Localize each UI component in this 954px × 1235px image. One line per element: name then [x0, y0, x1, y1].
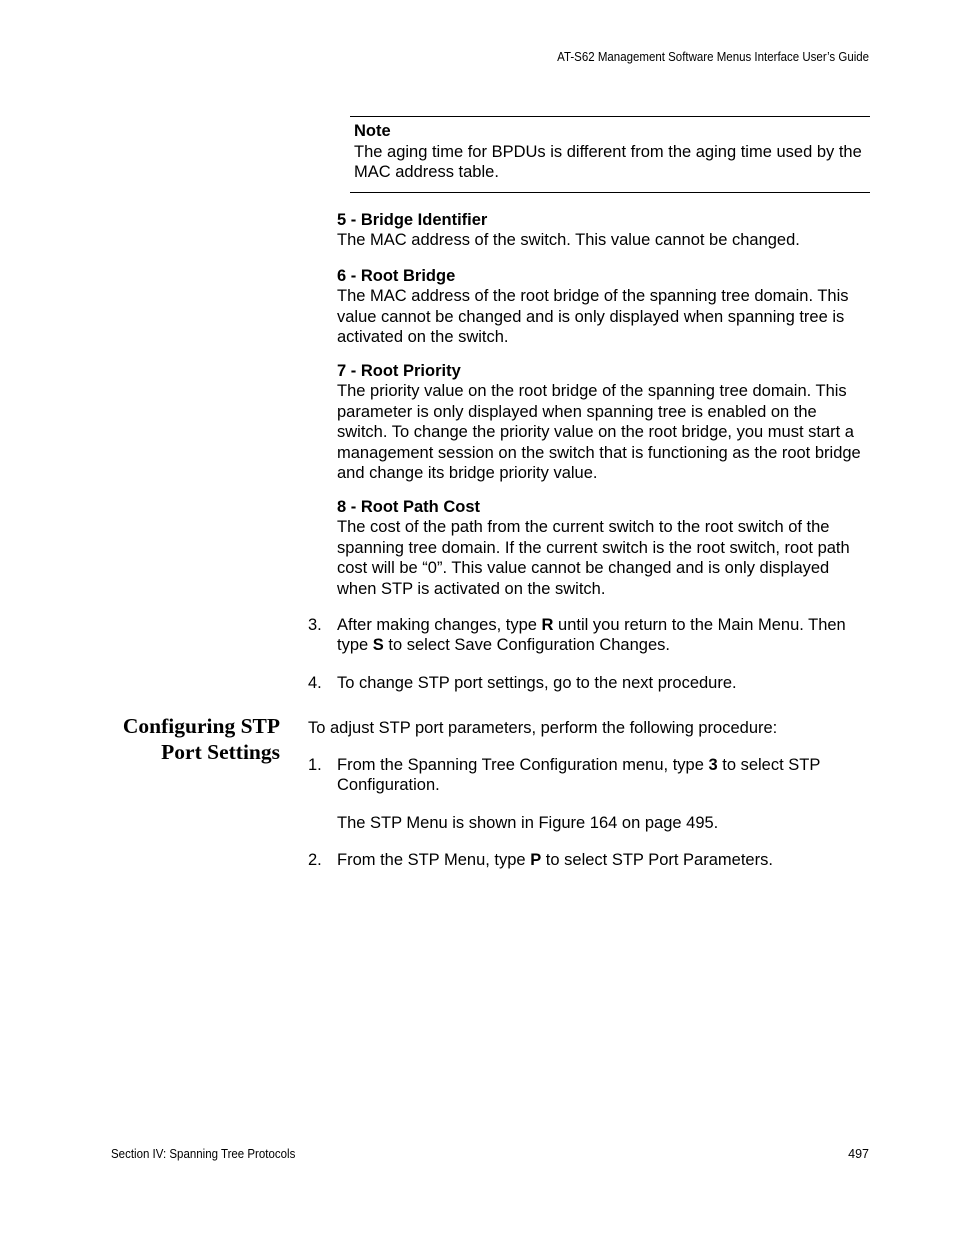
item-text: The MAC address of the switch. This value cannot be changed.: [337, 231, 800, 250]
running-header: AT-S62 Management Software Menus Interface User’s Guide: [557, 50, 869, 64]
item-title: 6 - Root Bridge: [337, 267, 456, 285]
step-number: 3.: [308, 616, 322, 634]
item-title: 8 - Root Path Cost: [337, 498, 480, 516]
step-2: [308, 850, 870, 870]
item-root-path-cost: [337, 497, 870, 599]
item-text: The MAC address of the root bridge of the spanning tree domain. This value cannot be changed and is only displayed when spanning tree is activated on the switch.: [337, 287, 849, 347]
step-number: 1.: [308, 756, 322, 774]
item-text: The priority value on the root bridge of the spanning tree domain. This parameter is only displayed when spanning tree is enabled on the switch. To change the priority value on the root bridge, you must start a management session on the switch that is functioning as the root bridge and change its bridge priority value.: [337, 382, 861, 483]
step-text: After making changes, type R until you return to the Main Menu. Then type S to select Save Configuration Changes.: [337, 616, 846, 655]
item-title: 5 - Bridge Identifier: [337, 211, 488, 229]
step-text: From the STP Menu, type P to select STP Port Parameters.: [337, 851, 773, 869]
item-text: The cost of the path from the current switch to the root switch of the spanning tree domain. If the current switch is the root switch, root path cost will be “0”. This value cannot be changed and is only displayed when STP is activated on the switch.: [337, 518, 850, 598]
step-4: [308, 673, 870, 693]
section-intro: To adjust STP port parameters, perform the following procedure:: [308, 719, 778, 737]
note-text: The aging time for BPDUs is different from the aging time used by the MAC address table.: [354, 142, 862, 181]
item-bridge-identifier: [337, 210, 870, 251]
step-number: 4.: [308, 674, 322, 692]
item-root-bridge: [337, 266, 870, 348]
note-box: [350, 116, 870, 193]
page-number: 497: [848, 1147, 869, 1161]
item-root-priority: [337, 361, 870, 483]
step-3: [308, 615, 870, 656]
footer-section: Section IV: Spanning Tree Protocols: [111, 1147, 296, 1161]
section-heading: Configuring STP Port Settings: [122, 714, 280, 764]
step-number: 2.: [308, 851, 322, 869]
note-title: Note: [354, 122, 391, 140]
step-1-note: The STP Menu is shown in Figure 164 on page 495.: [337, 814, 719, 832]
step-1: [308, 755, 870, 796]
step-text: To change STP port settings, go to the next procedure.: [337, 674, 737, 692]
item-title: 7 - Root Priority: [337, 362, 461, 380]
step-text: From the Spanning Tree Configuration menu, type 3 to select STP Configuration.: [337, 756, 821, 795]
